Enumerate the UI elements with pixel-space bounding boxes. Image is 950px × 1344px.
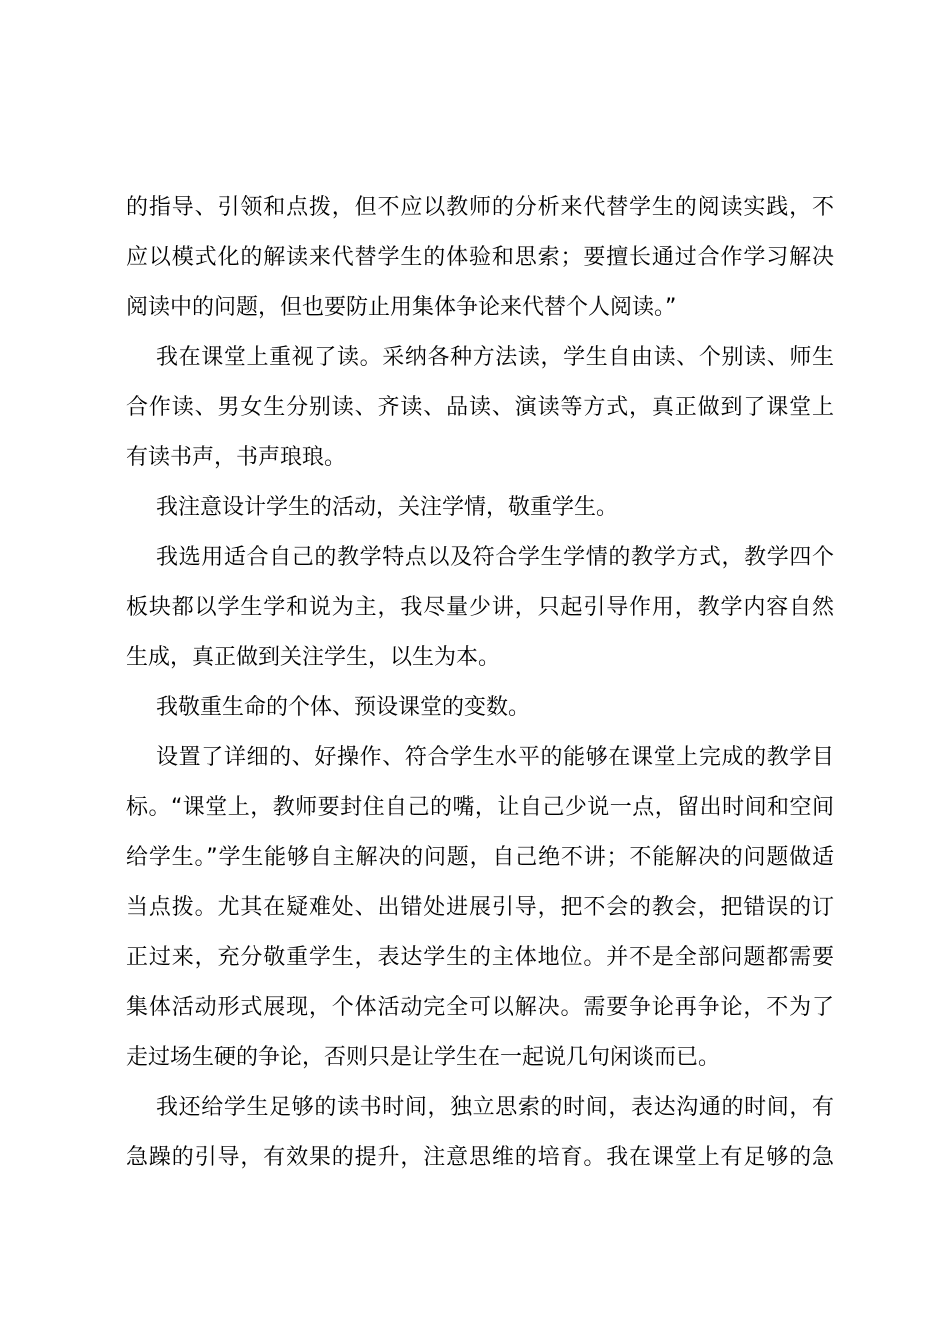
paragraph-line: 板块都以学生学和说为主，我尽量少讲，只起引导作用，教学内容自然 — [126, 595, 834, 620]
paragraph-line: 给学生。”学生能够自主解决的问题，自己绝不讲；不能解决的问题做适 — [126, 845, 834, 870]
paragraph-line: 急躁的引导，有效果的提升，注意思维的培育。我在课堂上有足够的急 — [126, 1145, 834, 1170]
paragraph-line: 正过来，充分敬重学生，表达学生的主体地位。并不是全部问题都需要 — [126, 945, 834, 970]
paragraph-line: 我选用适合自己的教学特点以及符合学生学情的教学方式，教学四个 — [156, 545, 834, 570]
paragraph-line: 我注意设计学生的活动，关注学情，敬重学生。 — [156, 495, 619, 520]
paragraph-line: 生成，真正做到关注学生，以生为本。 — [126, 645, 501, 670]
paragraph-line: 走过场生硬的争论，否则只是让学生在一起说几句闲谈而已。 — [126, 1045, 721, 1070]
paragraph-line: 有读书声，书声琅琅。 — [126, 445, 347, 470]
paragraph-line: 我还给学生足够的读书时间，独立思索的时间，表达沟通的时间，有 — [156, 1095, 834, 1120]
paragraph-line: 合作读、男女生分别读、齐读、品读、演读等方式，真正做到了课堂上 — [126, 395, 834, 420]
paragraph-line: 我在课堂上重视了读。采纳各种方法读，学生自由读、个别读、师生 — [156, 345, 834, 370]
paragraph-line: 当点拨。尤其在疑难处、出错处进展引导，把不会的教会，把错误的订 — [126, 895, 834, 920]
paragraph-line: 设置了详细的、好操作、符合学生水平的能够在课堂上完成的教学目 — [156, 745, 834, 770]
paragraph-line: 标。“课堂上，教师要封住自己的嘴，让自己少说一点，留出时间和空间 — [126, 795, 834, 820]
paragraph-line: 集体活动形式展现，个体活动完全可以解决。需要争论再争论，不为了 — [126, 995, 834, 1020]
paragraph-line: 我敬重生命的个体、预设课堂的变数。 — [156, 695, 531, 720]
paragraph-line: 阅读中的问题，但也要防止用集体争论来代替个人阅读。” — [126, 295, 677, 320]
document-body — [126, 183, 834, 1183]
paragraph-line: 应以模式化的解读来代替学生的体验和思索；要擅长通过合作学习解决 — [126, 245, 834, 270]
paragraph-line: 的指导、引领和点拨，但不应以教师的分析来代替学生的阅读实践，不 — [126, 195, 834, 220]
